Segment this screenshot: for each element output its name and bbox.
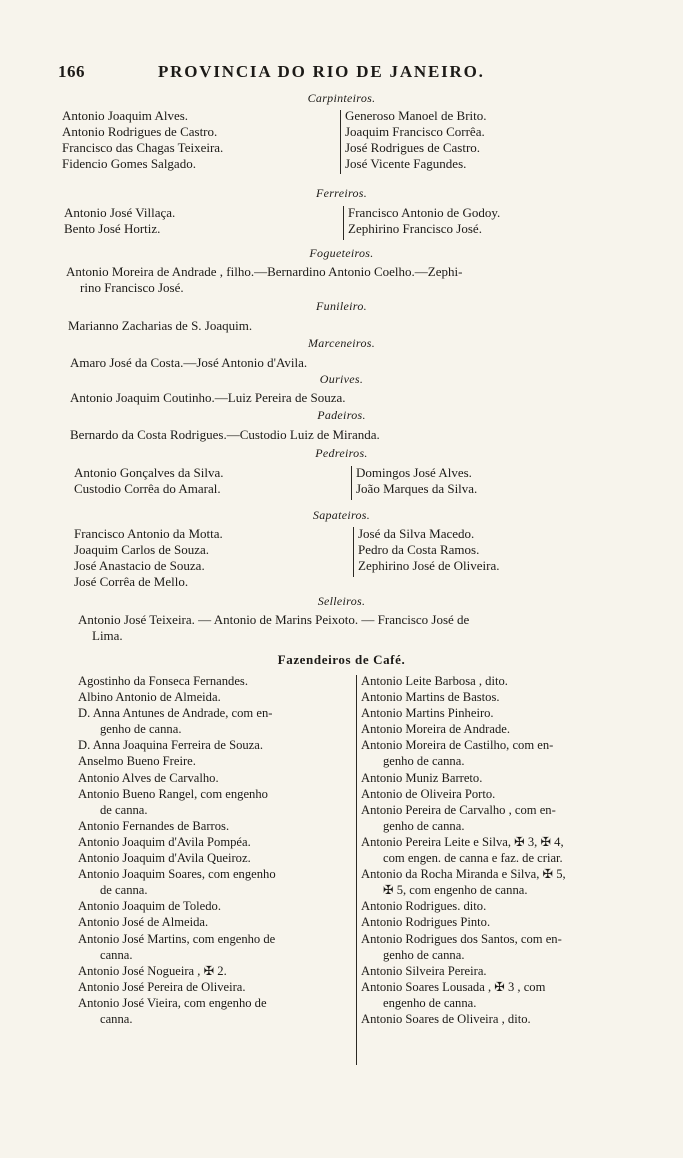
list-item: Antonio Joaquim d'Avila Pompéa. — [78, 834, 251, 849]
list-item: Antonio Rodrigues dos Santos, com en- — [361, 931, 562, 946]
column-divider — [340, 110, 341, 174]
column-divider — [356, 675, 357, 1065]
list-item: Pedro da Costa Ramos. — [358, 542, 480, 557]
list-item: Antonio Moreira de Castilho, com en- — [361, 738, 554, 753]
heading-marceneiros: Marceneiros. — [307, 336, 376, 350]
list-item: canna. — [100, 1011, 133, 1026]
ferreiros-left — [64, 205, 175, 237]
page-header — [58, 62, 638, 86]
list-item: Antonio Soares Lousada , ✠ 3 , com — [361, 979, 546, 994]
list-item: genho de canna. — [383, 947, 465, 962]
list-item: Joaquim Francisco Corrêa. — [345, 124, 485, 139]
list-item: Antonio José Vieira, com engenho de — [78, 995, 267, 1010]
list-item: Bento José Hortiz. — [64, 221, 161, 236]
paragraph-line: Antonio José Teixeira. — Antonio de Marins Peixoto. — Francisco José de — [78, 612, 470, 627]
paragraph-line: Antonio Moreira de Andrade , filho.—Bernardino Antonio Coelho.—Zephi- — [66, 264, 463, 279]
list-item: Antonio José Villaça. — [64, 205, 176, 220]
list-item: Antonio da Rocha Miranda e Silva, ✠ 5, — [361, 867, 566, 882]
list-item: Joaquim Carlos de Souza. — [74, 542, 210, 557]
heading-fazendeiros: Fazendeiros de Café. — [277, 652, 406, 667]
list-item: Antonio Joaquim Soares, com engenho — [78, 867, 276, 882]
list-item: José Corrêa de Mello. — [74, 574, 189, 589]
list-item: Antonio Fernandes de Barros. — [78, 818, 230, 833]
heading-sapateiros: Sapateiros. — [312, 508, 371, 522]
list-item: Antonio José de Almeida. — [78, 915, 209, 930]
list-item: Antonio Leite Barbosa , dito. — [361, 674, 508, 688]
list-item: Zephirino José de Oliveira. — [358, 558, 500, 573]
carpinteiros-left — [62, 108, 223, 172]
ferreiros-right — [348, 205, 500, 237]
carpinteiros-right — [345, 108, 487, 172]
fazendeiros-right-column — [361, 673, 566, 1027]
list-item: Anselmo Bueno Freire. — [78, 754, 196, 769]
list-item: Antonio Bueno Rangel, com engenho — [78, 786, 268, 801]
list-item: Albino Antonio de Almeida. — [78, 690, 221, 705]
heading-pedreiros: Pedreiros. — [315, 446, 368, 460]
list-item: Fidencio Gomes Salgado. — [62, 156, 196, 171]
list-item: Francisco Antonio da Motta. — [74, 526, 223, 541]
list-item: Custodio Corrêa do Amaral. — [74, 481, 221, 496]
list-item: genho de canna. — [383, 818, 465, 833]
ourives-text: Antonio Joaquim Coutinho.—Luiz Pereira de Souza. — [70, 390, 346, 405]
funileiro-text: Marianno Zacharias de S. Joaquim. — [68, 318, 253, 333]
list-item: Antonio Joaquim Alves. — [62, 108, 189, 123]
list-item: Antonio Moreira de Andrade. — [361, 722, 510, 737]
list-item: Francisco das Chagas Teixeira. — [62, 140, 224, 155]
list-item: genho de canna. — [100, 722, 182, 737]
paragraph-line: Lima. — [92, 628, 123, 643]
list-item: Antonio Pereira Leite e Silva, ✠ 3, ✠ 4, — [361, 834, 564, 849]
list-item: Antonio de Oliveira Porto. — [361, 786, 496, 801]
paragraph-line: rino Francisco José. — [80, 280, 184, 295]
fazendeiros-left-column — [78, 673, 276, 1027]
heading-carpinteiros: Carpinteiros. — [307, 91, 376, 105]
pedreiros-right — [356, 465, 477, 497]
list-item: Antonio Gonçalves da Silva. — [74, 465, 224, 480]
list-item: João Marques da Silva. — [356, 481, 478, 496]
pedreiros-left — [74, 465, 223, 497]
list-item: D. Anna Joaquina Ferreira de Souza. — [78, 738, 264, 753]
list-item: canna. — [100, 947, 133, 962]
fogueteiros-text — [66, 264, 462, 296]
list-item: Antonio José Pereira de Oliveira. — [78, 979, 246, 994]
marceneiros-text: Amaro José da Costa.—José Antonio d'Avila. — [70, 355, 308, 370]
list-item: engenho de canna. — [383, 995, 477, 1010]
sapateiros-right — [358, 526, 500, 574]
list-item: Antonio Muniz Barreto. — [361, 770, 483, 785]
list-item: de canna. — [100, 883, 148, 898]
heading-fogueteiros: Fogueteiros. — [309, 246, 374, 260]
heading-funileiro: Funileiro. — [316, 299, 367, 313]
column-divider — [343, 206, 344, 240]
column-divider — [351, 466, 352, 500]
list-item: Antonio Martins de Bastos. — [361, 690, 500, 705]
heading-ferreiros: Ferreiros. — [315, 186, 368, 200]
list-item: Antonio Joaquim d'Avila Queiroz. — [78, 851, 251, 866]
selleiros-text — [78, 612, 469, 644]
list-item: Antonio Rodrigues Pinto. — [361, 915, 491, 930]
list-item: Antonio José Martins, com engenho de — [78, 931, 276, 946]
list-item: Generoso Manoel de Brito. — [345, 108, 487, 123]
list-item: ✠ 5, com engenho de canna. — [383, 883, 528, 898]
list-item: Antonio Pereira de Carvalho , com en- — [361, 802, 556, 817]
list-item: Antonio José Nogueira , ✠ 2. — [78, 963, 227, 978]
heading-ourives: Ourives. — [319, 372, 364, 386]
list-item: Antonio Soares de Oliveira , dito. — [361, 1011, 531, 1026]
list-item: D. Anna Antunes de Andrade, com en- — [78, 706, 273, 721]
column-divider — [353, 527, 354, 577]
list-item: José Rodrigues de Castro. — [345, 140, 481, 155]
list-item: com engen. de canna e faz. de criar. — [383, 851, 563, 866]
list-item: Zephirino Francisco José. — [348, 221, 482, 236]
list-item: José da Silva Macedo. — [358, 526, 475, 541]
list-item: Antonio Rodrigues de Castro. — [62, 124, 218, 139]
list-item: Antonio Rodrigues. dito. — [361, 899, 487, 914]
page-number: 166 — [58, 62, 85, 81]
list-item: Antonio Martins Pinheiro. — [361, 706, 494, 721]
page-title: PROVINCIA DO RIO DE JANEIRO. — [158, 62, 485, 81]
list-item: Agostinho da Fonseca Fernandes. — [78, 674, 248, 688]
list-item: Francisco Antonio de Godoy. — [348, 205, 501, 220]
sapateiros-left — [74, 526, 223, 590]
list-item: Antonio Silveira Pereira. — [361, 963, 487, 978]
list-item: genho de canna. — [383, 754, 465, 769]
heading-selleiros: Selleiros. — [317, 594, 366, 608]
list-item: José Anastacio de Souza. — [74, 558, 205, 573]
list-item: de canna. — [100, 802, 148, 817]
padeiros-text: Bernardo da Costa Rodrigues.—Custodio Luiz de Miranda. — [70, 427, 380, 442]
list-item: José Vicente Fagundes. — [345, 156, 467, 171]
list-item: Domingos José Alves. — [356, 465, 472, 480]
list-item: Antonio Joaquim de Toledo. — [78, 899, 222, 914]
list-item: Antonio Alves de Carvalho. — [78, 770, 219, 785]
heading-padeiros: Padeiros. — [317, 408, 366, 422]
